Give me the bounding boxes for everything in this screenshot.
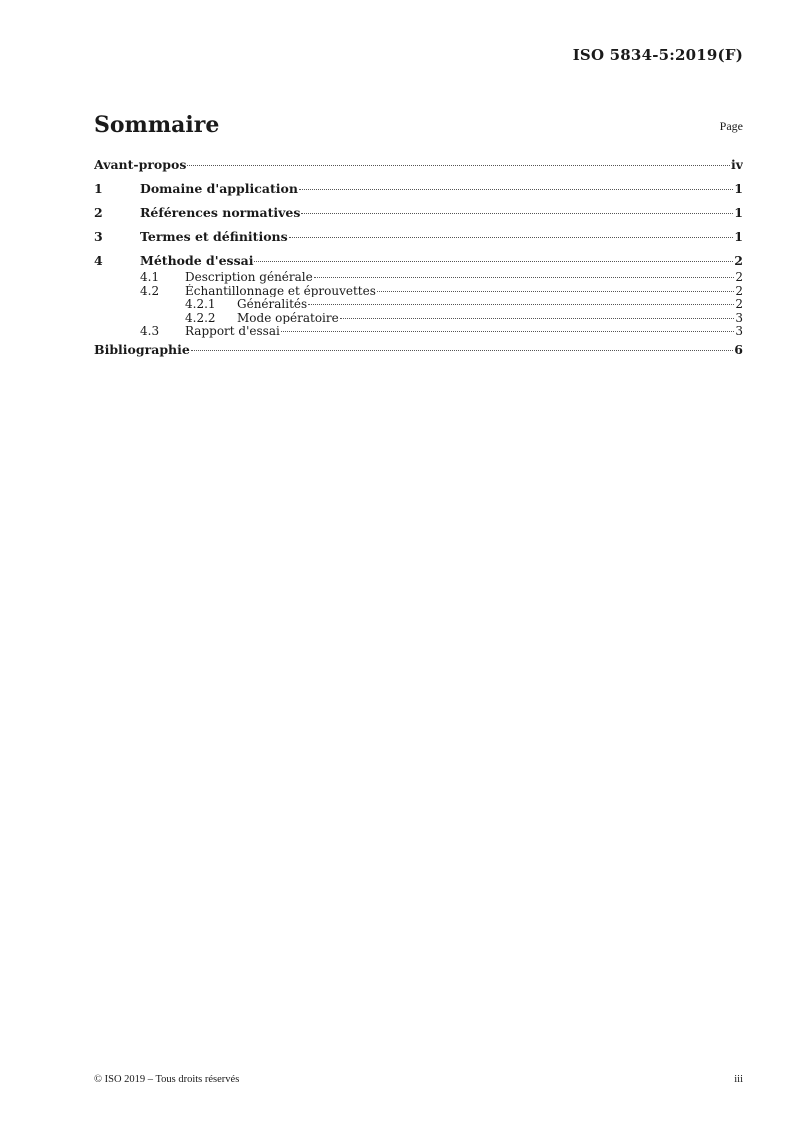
toc-entry-page: 3	[735, 324, 743, 338]
toc-entry-mode-operatoire[interactable]	[94, 311, 743, 325]
toc-entry-title: Rapport d'essai	[185, 324, 280, 338]
toc-entry-page: 3	[735, 310, 743, 324]
toc-entry-number: 1	[94, 181, 103, 196]
toc-entry-page: 2	[734, 253, 743, 268]
toc-entry-number: 3	[94, 229, 103, 244]
dot-leader	[308, 303, 734, 305]
toc-entry-title: Termes et définitions	[140, 229, 288, 244]
toc-entry-page: 2	[735, 297, 743, 311]
toc-entry-page: 1	[734, 205, 743, 220]
dot-leader	[191, 349, 733, 351]
toc-entry-title: Références normatives	[140, 205, 301, 220]
dot-leader	[299, 188, 733, 190]
toc-entry-termes[interactable]	[94, 229, 743, 253]
toc-entry-title: Description générale	[185, 270, 313, 284]
toc-entry-number: 4.3	[140, 324, 160, 338]
dot-leader	[377, 290, 735, 292]
footer-copyright: © ISO 2019 – Tous droits réservés	[94, 1074, 240, 1085]
dot-leader	[281, 330, 735, 332]
page-column-label: Page	[719, 119, 743, 133]
table-of-contents	[94, 157, 743, 366]
dot-leader	[187, 164, 730, 166]
toc-entry-number: 4	[94, 253, 103, 268]
toc-entry-rapport[interactable]	[94, 324, 743, 338]
toc-entry-title: Échantillonnage et éprouvettes	[185, 283, 376, 297]
footer-page-number: iii	[734, 1074, 743, 1085]
toc-entry-description[interactable]	[94, 270, 743, 284]
toc-entry-number: 2	[94, 205, 103, 220]
toc-entry-generalites[interactable]	[94, 297, 743, 311]
toc-entry-title: Méthode d'essai	[140, 253, 254, 268]
toc-entry-page: 1	[734, 181, 743, 196]
dot-leader	[340, 317, 735, 319]
toc-entry-references[interactable]	[94, 205, 743, 229]
toc-entry-title: Mode opératoire	[237, 310, 339, 324]
toc-entry-title: Avant-propos	[94, 157, 187, 172]
toc-entry-title: Généralités	[237, 297, 308, 311]
dot-leader	[301, 212, 733, 214]
toc-entry-page: 2	[735, 283, 743, 297]
toc-entry-number: 4.2	[140, 283, 160, 297]
toc-heading: Sommaire	[94, 112, 220, 138]
dot-leader	[289, 236, 734, 238]
toc-entry-number: 4.1	[140, 270, 160, 284]
toc-entry-page: 2	[735, 270, 743, 284]
toc-entry-page: 6	[734, 341, 743, 357]
toc-entry-avant-propos[interactable]	[94, 157, 743, 181]
dot-leader	[254, 260, 733, 262]
toc-entry-title: Domaine d'application	[140, 181, 298, 196]
toc-entry-page: 1	[734, 229, 743, 244]
toc-entry-number: 4.2.2	[185, 310, 216, 324]
dot-leader	[314, 276, 735, 278]
toc-entry-page: iv	[730, 157, 743, 172]
document-id: ISO 5834-5:2019(F)	[572, 46, 743, 64]
toc-entry-echantillonnage[interactable]	[94, 284, 743, 298]
toc-entry-bibliographie[interactable]	[94, 342, 743, 366]
toc-entry-methode[interactable]	[94, 253, 743, 270]
toc-entry-number: 4.2.1	[185, 297, 216, 311]
toc-entry-title: Bibliographie	[94, 341, 190, 357]
toc-entry-domaine[interactable]	[94, 181, 743, 205]
